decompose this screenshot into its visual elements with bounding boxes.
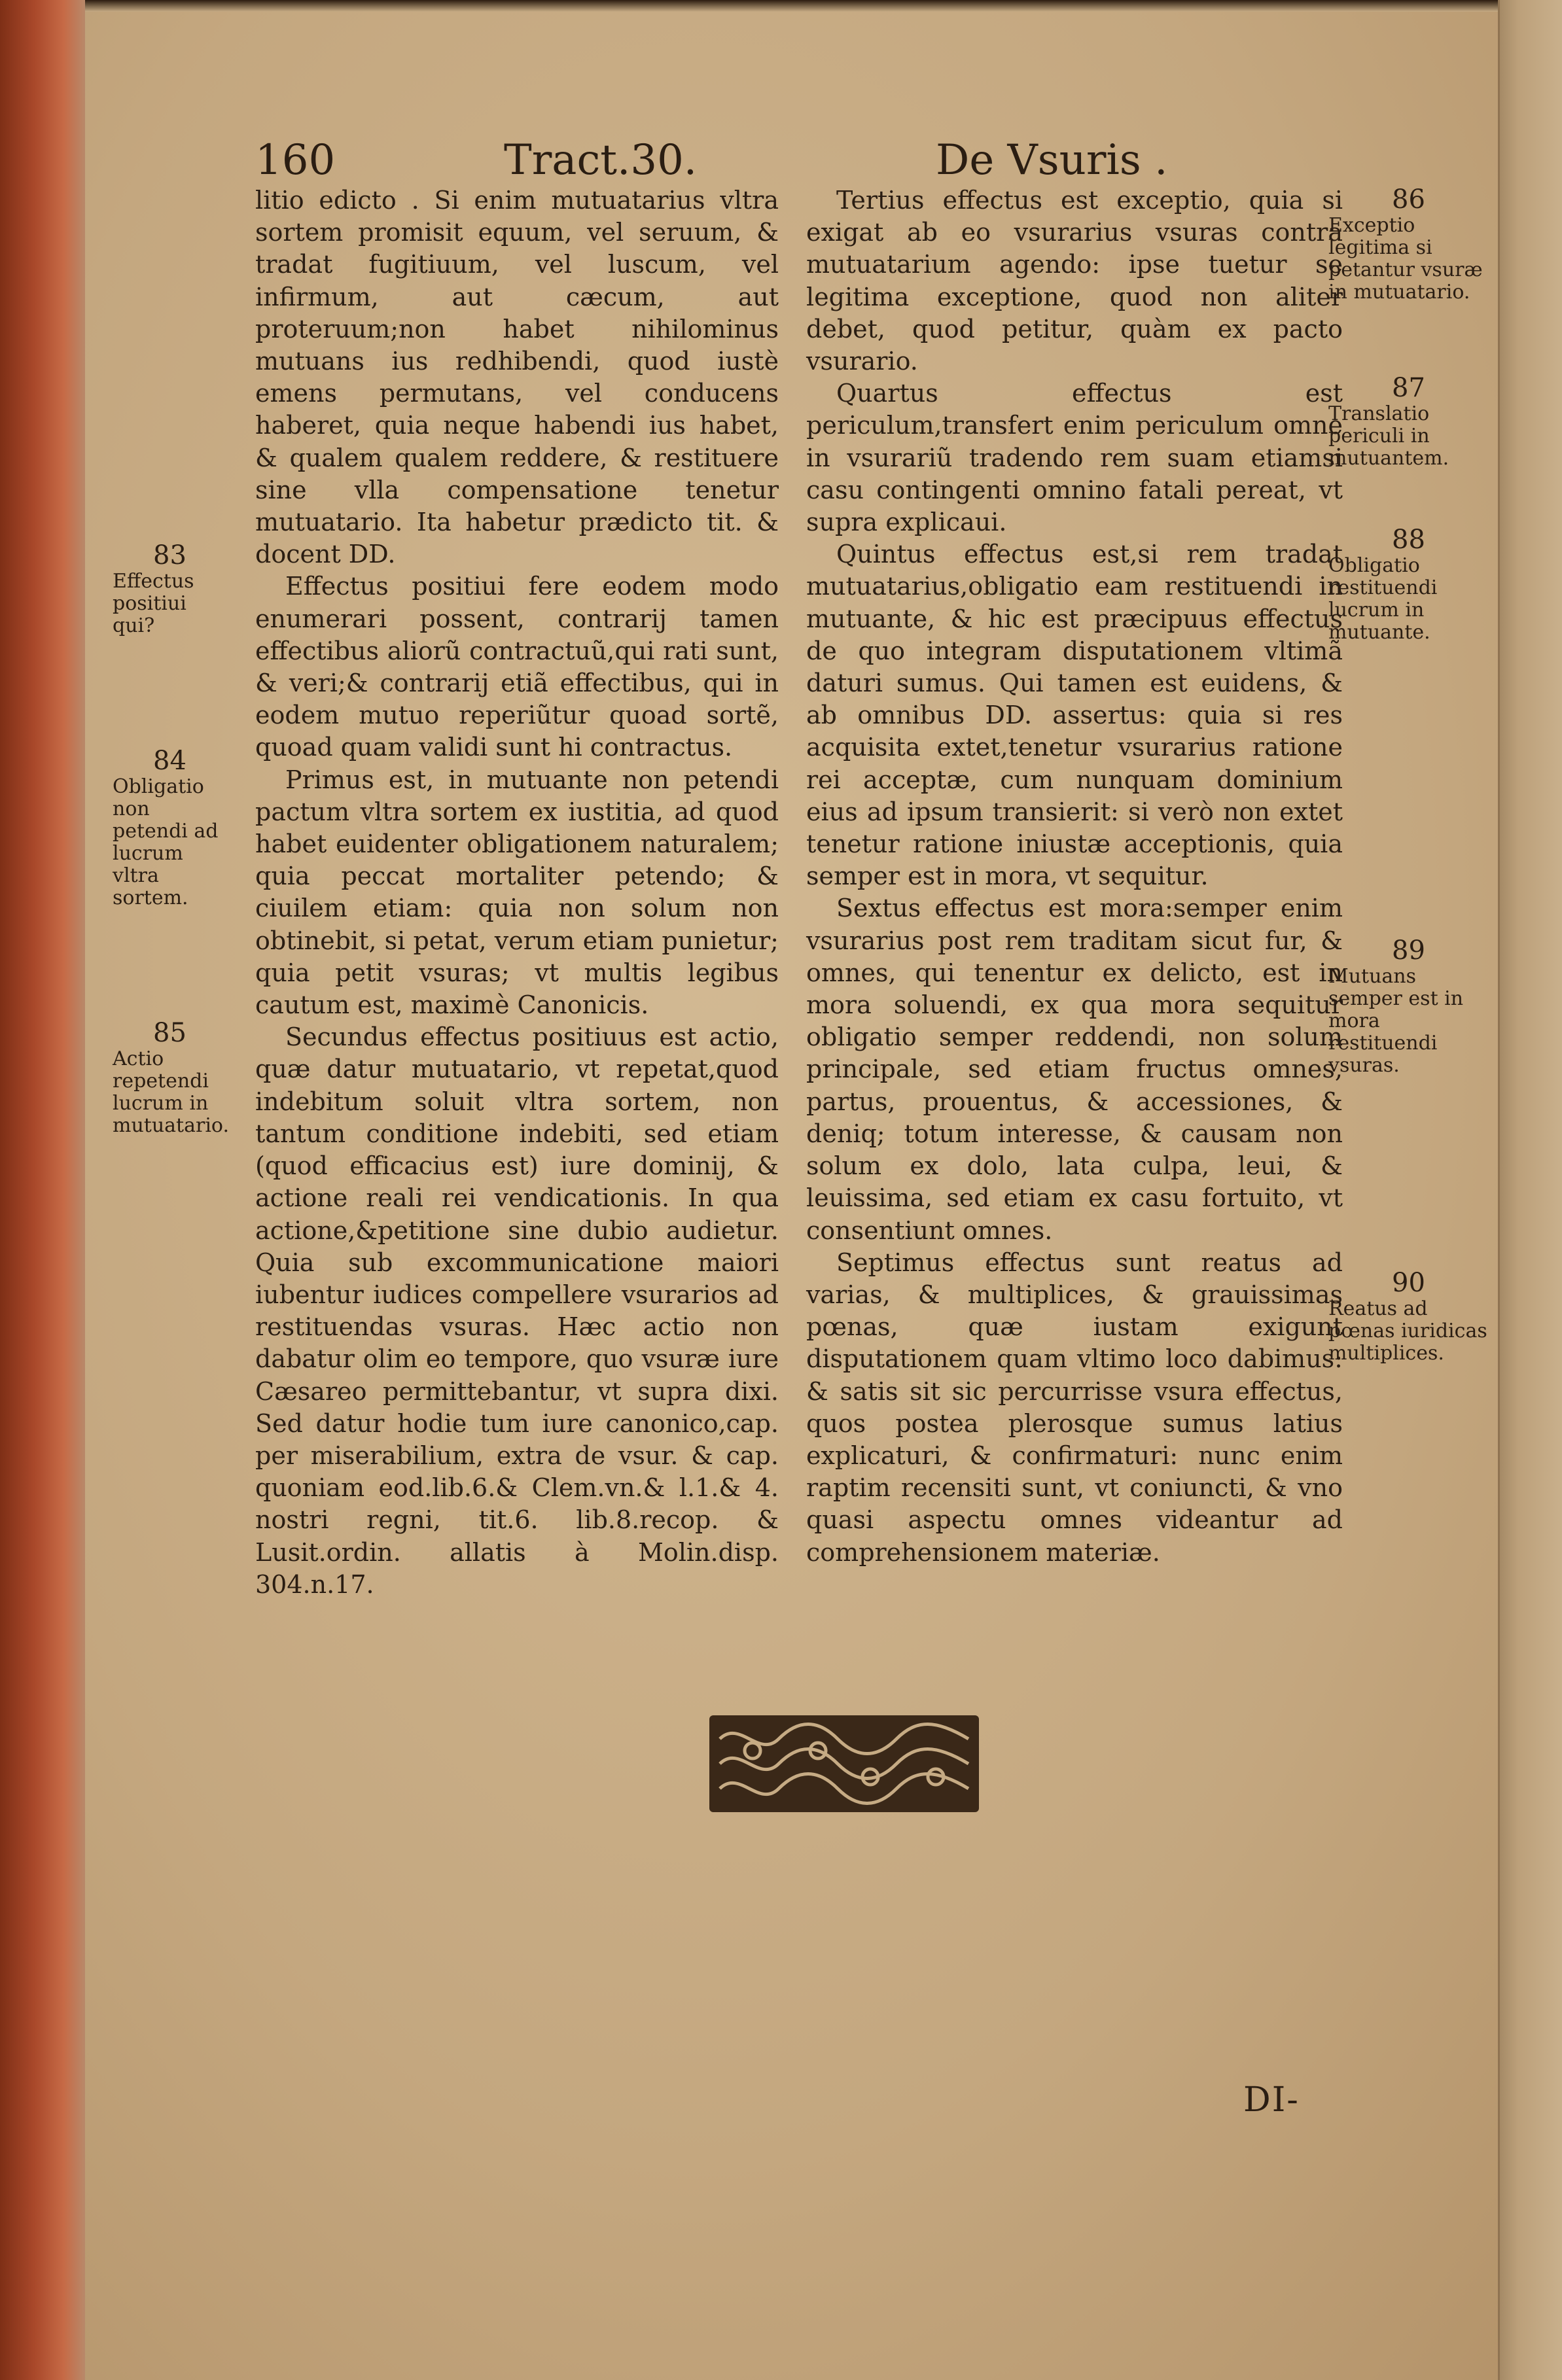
marginal-note bbox=[1328, 936, 1489, 1077]
right-text-column bbox=[806, 184, 1343, 1569]
note-number: 83 bbox=[153, 540, 186, 570]
note-number: 89 bbox=[1392, 936, 1425, 966]
marginal-note bbox=[113, 1018, 227, 1137]
page-fore-edge bbox=[1498, 0, 1562, 2380]
paragraph: litio edicto . Si enim mutuatarius vltra sortem promisit equum, vel seruum, & tradat fugitiuum, vel luscum, vel infirmum, aut cæcum, aut proteruum;non habet nihilominus mutuans ius redhibendi, quod iustè emens permutans, vel conducens haberet, quia neque habendi ius habet, & qualem qualem reddere, & restituere sine vlla compensatione tenetur mutuatario. Ita habetur prædicto tit. & docent DD. bbox=[255, 186, 779, 569]
note-text: Effectus positiui qui? bbox=[113, 570, 194, 637]
paragraph: Quartus effectus est periculum,transfert enim periculum omne in vsurariũ tradendo rem suam etiamsi casu contingenti omnino fatali pereat, vt supra explicaui. bbox=[806, 379, 1343, 537]
note-text: Mutuans semper est in mora restituendi vsuras. bbox=[1328, 965, 1464, 1077]
marginal-note bbox=[1328, 525, 1489, 644]
marginal-note bbox=[113, 746, 227, 909]
paragraph: Quintus effectus est,si rem tradat mutuatarius,obligatio eam restituendi in mutuante, & hic est præcipuus effectus de quo integram disputationem vltimã daturi sumus. Qui tamen est euidens, & ab omnibus DD. assertus: quia si res acquisita extet,tenetur vsurarius ratione rei acceptæ, cum nunquam dominium eius ad ipsum transierit: si verò non extet tenetur ratione iniustæ acceptionis, quia semper est in mora, vt sequitur. bbox=[806, 540, 1343, 891]
note-text: Reatus ad pœnas iuridicas multiplices. bbox=[1328, 1297, 1487, 1365]
paragraph: Septimus effectus sunt reatus ad varias, & multiplices, & grauissimas pœnas, quæ iustam exigunt disputationem quam vltimo loco dabimus: & satis sit sic percurrisse vsura effectus, quos postea plerosque sumus latius explicaturi, & confirmaturi: nunc enim raptim recensiti sunt, vt coniuncti, & vno quasi aspectu omnes videantur ad comprehensionem materiæ. bbox=[806, 1248, 1343, 1567]
note-number: 86 bbox=[1392, 184, 1425, 215]
note-number: 85 bbox=[153, 1018, 186, 1048]
section-title: Tract.30. bbox=[504, 136, 698, 184]
note-number: 87 bbox=[1392, 373, 1425, 403]
note-text: Actio repetendi lucrum in mutuatario. bbox=[113, 1047, 229, 1137]
marginal-note bbox=[1328, 184, 1489, 304]
running-header bbox=[255, 136, 1341, 188]
marginal-note bbox=[1328, 1268, 1489, 1365]
note-text: Obligatio restituendi lucrum in mutuante. bbox=[1328, 554, 1438, 644]
printers-ornament bbox=[707, 1713, 982, 1815]
paragraph: Effectus positiui fere eodem modo enumerari possent, contrarij tamen effectibus aliorũ contractuũ,qui rati sunt, & veri;& contrarij etiã effectibus, qui in eodem mutuo reperiũtur quoad sortẽ, quoad quam validi sunt hi contractus. bbox=[255, 572, 779, 762]
note-number: 84 bbox=[153, 746, 186, 776]
top-edge bbox=[0, 0, 1562, 12]
chapter-title: De Vsuris . bbox=[936, 136, 1168, 184]
paragraph: Secundus effectus positiuus est actio, quæ datur mutuatario, vt repetat,quod indebitum soluit vltra sortem, non tantum conditione indebiti, sed etiam (quod efficacius est) iure dominij, & actione reali rei vendicationis. In qua actione,&petitione sine dubio audietur. Quia sub excommunicatione maiori iubentur iudices compellere vsurarios ad restituendas vsuras. Hæc actio non dabatur olim eo tempore, quo vsuræ iure Cæsareo permittebantur, vt supra dixi. Sed datur hodie tum iure canonico,cap. per miserabilium, extra de vsur. & cap. quoniam eod.lib.6.& Clem.vn.& l.1.& 4. nostri regni, tit.6. lib.8.recop. & Lusit.ordin. allatis à Molin.disp. 304.n.17. bbox=[255, 1023, 779, 1599]
left-text-column bbox=[255, 184, 779, 1601]
paragraph: Primus est, in mutuante non petendi pactum vltra sortem ex iustitia, ad quod habet euidenter obligationem naturalem; quia peccat mortaliter petendo; & ciuilem etiam: quia non solum non obtinebit, si petat, verum etiam punietur; quia petit vsuras; vt multis legibus cautum est, maximè Canonicis. bbox=[255, 765, 779, 1020]
marginal-note bbox=[113, 540, 227, 637]
page-number: 160 bbox=[255, 136, 336, 184]
book-spine bbox=[0, 0, 85, 2380]
catchword: DI- bbox=[1243, 2080, 1300, 2120]
note-text: Exceptio legitima si petantur vsuræ in mutuatario. bbox=[1328, 214, 1483, 304]
paragraph: Sextus effectus est mora:semper enim vsurarius post rem traditam sicut fur, & omnes, qui tenentur ex delicto, est in mora soluendi, ex qua mora sequitur obligatio semper reddendi, non solum principale, sed etiam fructus omnes, partus, prouentus, & accessiones, & deniq; totum interesse, & causam non solum ex dolo, lata culpa, leui, & leuissima, sed etiam ex casu fortuito, vt consentiunt omnes. bbox=[806, 894, 1343, 1245]
marginal-note bbox=[1328, 373, 1489, 470]
note-text: Obligatio non petendi ad lucrum vltra sortem. bbox=[113, 775, 219, 909]
note-number: 90 bbox=[1392, 1268, 1425, 1298]
paragraph: Tertius effectus est exceptio, quia si exigat ab eo vsurarius vsuras contra mutuatarium agendo: ipse tuetur se legitima exceptione, quod non aliter debet, quod petitur, quàm ex pacto vsurario. bbox=[806, 186, 1343, 376]
note-text: Translatio periculi in mutuantem. bbox=[1328, 402, 1449, 470]
note-number: 88 bbox=[1392, 525, 1425, 555]
